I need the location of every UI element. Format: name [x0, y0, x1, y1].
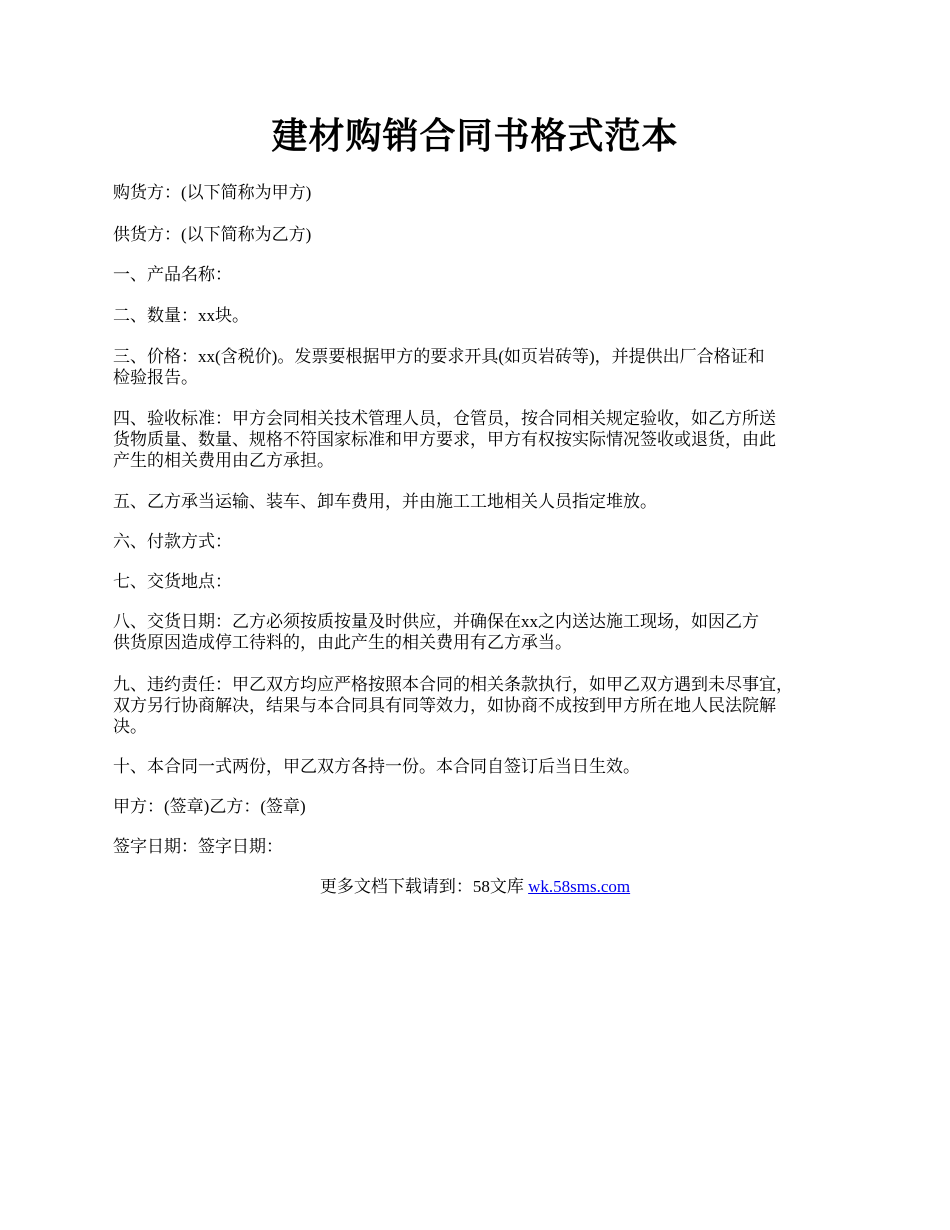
clause-copies: 十、本合同一式两份，甲乙双方各持一份。本合同自签订后当日生效。: [113, 757, 640, 776]
footer-download-note: [0, 876, 950, 897]
seller-line: 供货方：(以下简称为乙方): [113, 225, 312, 244]
clause-liability-line: 决。: [113, 717, 147, 736]
clause-price: [113, 346, 853, 388]
clause-price-line: 检验报告。: [113, 368, 198, 387]
footer-link[interactable]: wk.58sms.com: [528, 877, 631, 896]
clause-delivery-date: [113, 611, 853, 653]
clause-acceptance-line: 货物质量、数量、规格不符国家标准和甲方要求，甲方有权按实际情况签收或退货，由此: [113, 430, 776, 449]
buyer-line: 购货方：(以下简称为甲方): [113, 183, 312, 202]
clause-liability-line: 双方另行协商解决，结果与本合同具有同等效力，如协商不成按到甲方所在地人民法院解: [113, 696, 776, 715]
footer-prefix: 更多文档下载请到：58文库: [319, 877, 529, 896]
clause-product-name: 一、产品名称：: [113, 265, 232, 284]
clause-acceptance-line: 产生的相关费用由乙方承担。: [113, 451, 334, 470]
clause-quantity: 二、数量：xx块。: [113, 306, 249, 325]
clause-acceptance: [113, 408, 853, 471]
clause-delivery-date-line: 供货原因造成停工待料的，由此产生的相关费用有乙方承当。: [113, 633, 572, 652]
document-title: 建材购销合同书格式范本: [271, 116, 679, 156]
clause-liability: [113, 674, 873, 737]
clause-payment: 六、付款方式：: [113, 532, 232, 551]
signature-line: 甲方：(签章)乙方：(签章): [113, 797, 306, 816]
clause-delivery-place: 七、交货地点：: [113, 572, 232, 591]
signature-date-line: 签字日期：签字日期：: [113, 837, 283, 856]
clause-delivery-date-line: 八、交货日期：乙方必须按质按量及时供应，并确保在xx之内送达施工现场，如因乙方: [113, 612, 759, 631]
clause-acceptance-line: 四、验收标准：甲方会同相关技术管理人员，仓管员，按合同相关规定验收，如乙方所送: [113, 409, 776, 428]
clause-liability-line: 九、违约责任：甲乙双方均应严格按照本合同的相关条款执行，如甲乙双方遇到未尽事宜，: [113, 675, 793, 694]
clause-transport: 五、乙方承当运输、装车、卸车费用，并由施工工地相关人员指定堆放。: [113, 492, 657, 511]
clause-price-line: 三、价格：xx(含税价)。发票要根据甲方的要求开具(如页岩砖等)，并提供出厂合格证和: [113, 347, 765, 366]
